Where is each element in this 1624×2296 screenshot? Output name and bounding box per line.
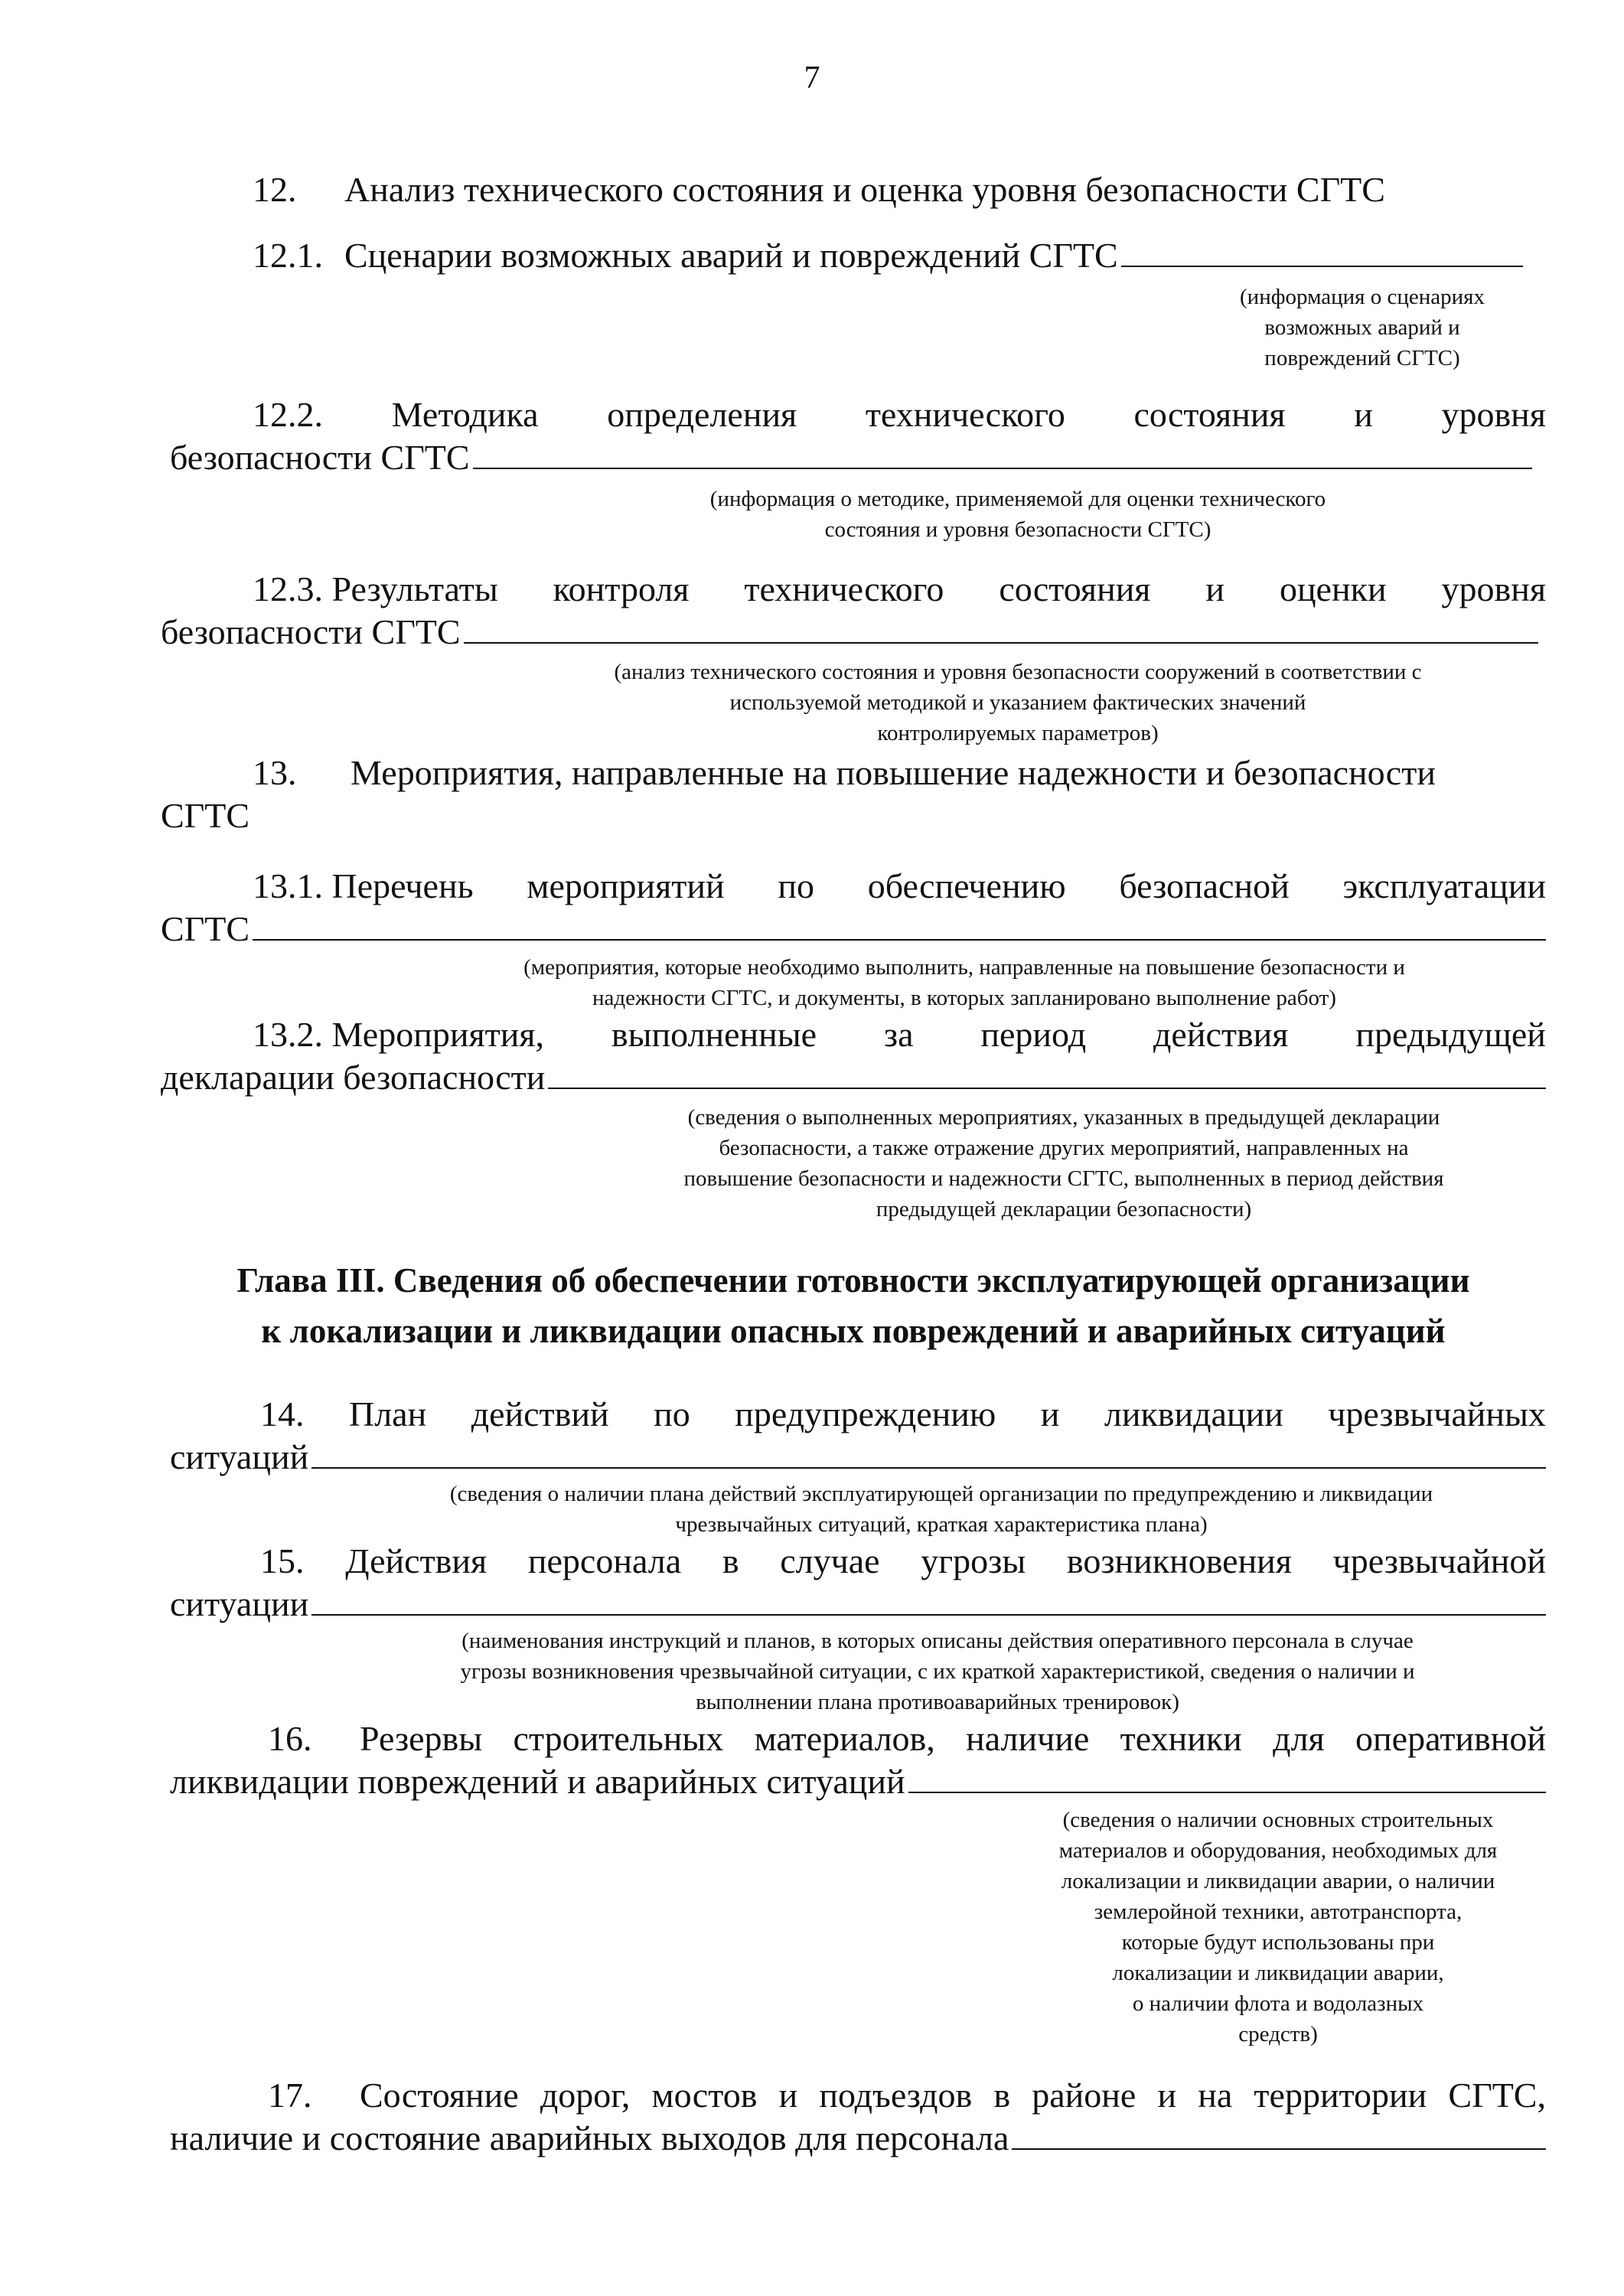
section-12-2-blank (473, 437, 1532, 469)
section-12-3-line2: безопасности СГТС (161, 611, 1538, 654)
section-13-1-note: (мероприятия, которые необходимо выполнить, направленные на повышение безопасности и надежности СГТС, и документы, в которых запланировано выполнение работ) (523, 955, 1405, 1010)
section-12-number: 12. (253, 170, 297, 209)
section-13-2-blank (548, 1057, 1546, 1089)
section-12-2-line2: безопасности СГТС (170, 436, 1532, 479)
section-12-3-line1: 12.3. Результаты контроля технического состояния и оценки уровня (253, 569, 1546, 608)
section-12-1-note: (информация о сценариях возможных аварий и повреждений СГТС) (1240, 285, 1485, 370)
chapter-title: Глава III. Сведения об обеспечении готовности эксплуатирующей организации к локализации и ликвидации опасных повреждений и аварийных ситуаций (236, 1261, 1470, 1350)
section-17-line1: 17. Состояние дорог, мостов и подъездов в районе и на территории СГТС, (268, 2076, 1546, 2115)
section-16-note: (сведения о наличии основных строительных материалов и оборудования, необходимых для локализации и ликвидации аварии, о наличии землеройной техники, автотранспорта, которые будут использованы при локализации и ликвидации аварии, о наличии флота и водолазных средств) (1058, 1808, 1498, 2047)
section-12-text: Анализ технического состояния и оценка уровня безопасности СГТС (344, 170, 1385, 209)
section-14-line2: ситуаций (170, 1436, 1546, 1479)
section-13-1-blank (253, 908, 1546, 941)
section-12-3-note: (анализ технического состояния и уровня безопасности сооружений в соответствии с используемой методикой и указанием фактических значений контролируемых параметров) (614, 660, 1422, 745)
section-12-heading (253, 168, 1385, 211)
section-15-line1: 15. Действия персонала в случае угрозы возникновения чрезвычайной (260, 1541, 1546, 1580)
section-14-blank (311, 1437, 1546, 1469)
section-12-1-blank (1121, 235, 1523, 267)
section-13-1-line1: 13.1. Перечень мероприятий по обеспечению безопасной эксплуатации (253, 866, 1546, 905)
section-13-2-line1: 13.2. Мероприятия, выполненные за период действия предыдущей (253, 1015, 1546, 1054)
section-13-1-line2: СГТС (161, 908, 1546, 951)
section-12-3-blank (464, 612, 1538, 644)
section-13-2-line2: декларации безопасности (161, 1056, 1546, 1099)
section-16-line2: ликвидации повреждений и аварийных ситуаций (170, 1760, 1546, 1803)
page-number: 7 (804, 60, 820, 96)
section-12-1-number: 12.1. (253, 236, 323, 275)
section-15-note: (наименования инструкций и планов, в которых описаны действия оперативного персонала в случае угрозы возникновения чрезвычайной ситуации, с их краткой характеристикой, сведения о наличии и выполнении плана противоаварийных тренировок) (460, 1629, 1415, 1714)
section-16-blank (908, 1761, 1546, 1793)
section-15-blank (311, 1583, 1546, 1616)
section-16-line1: 16. Резервы строительных материалов, наличие техники для оперативной (268, 1719, 1546, 1758)
section-17-line2: наличие и состояние аварийных выходов для персонала (170, 2117, 1546, 2160)
section-12-1-line (253, 234, 1523, 277)
section-13-line2: СГТС (161, 796, 250, 835)
section-13-2-note: (сведения о выполненных мероприятиях, указанных в предыдущей декларации безопасности, а также отражение других мероприятий, направленных на повышение безопасности и надежности СГТС, выполненных в период действия предыдущей декларации безопасности) (683, 1105, 1444, 1221)
section-17-blank (1012, 2118, 1546, 2150)
section-13-heading: 13. Мероприятия, направленные на повышение надежности и безопасности (253, 753, 1436, 792)
section-12-2-note: (информация о методике, применяемой для оценки технического состояния и уровня безопасности СГТС) (709, 487, 1326, 542)
section-15-line2: ситуации (170, 1583, 1546, 1626)
section-14-line1: 14. План действий по предупреждению и ликвидации чрезвычайных (260, 1394, 1546, 1433)
section-12-2-line1: 12.2. Методика определения технического состояния и уровня (253, 395, 1546, 434)
section-12-1-text: Сценарии возможных аварий и повреждений СГТС (344, 236, 1118, 275)
section-14-note: (сведения о наличии плана действий эксплуатирующей организации по предупреждению и ликвидации чрезвычайных ситуаций, краткая характеристика плана) (449, 1482, 1433, 1537)
